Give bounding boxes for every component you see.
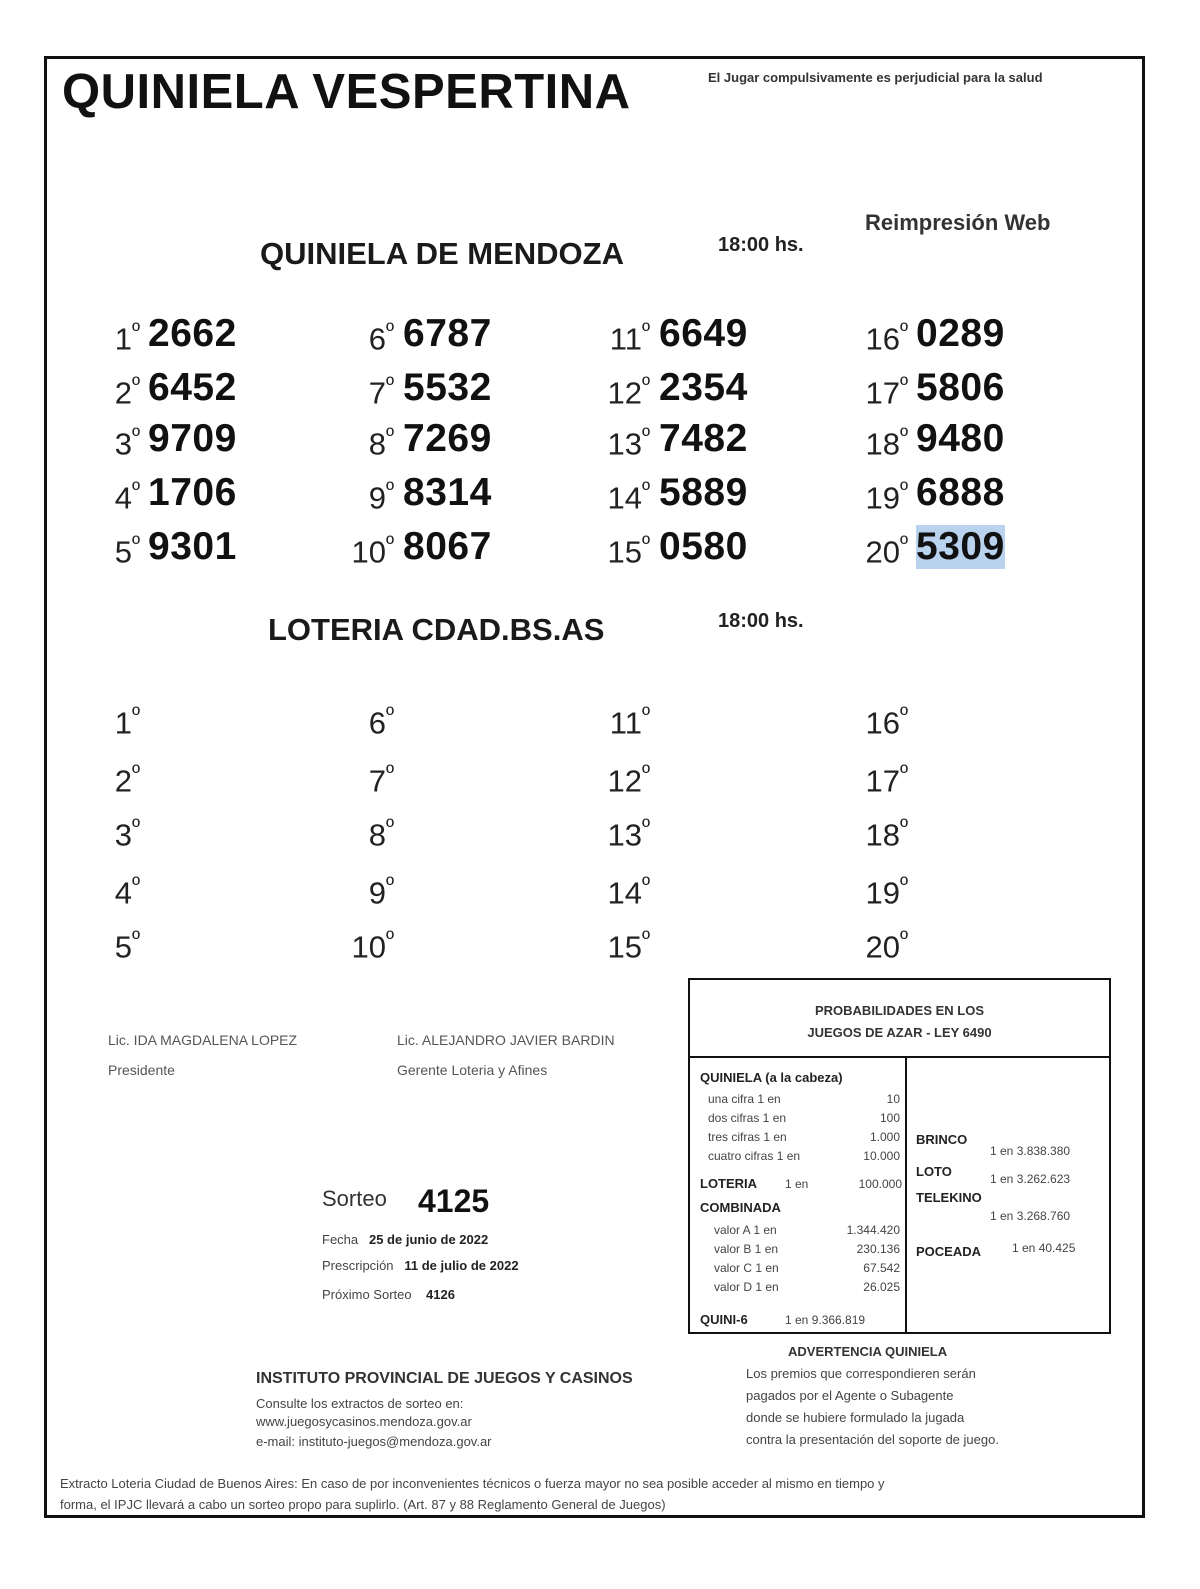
- sorteo-expiry-label: Prescripción: [322, 1258, 394, 1273]
- loteria-position-label: $20^º$: [865, 926, 908, 965]
- warning-notice-title: ADVERTENCIA QUINIELA: [788, 1344, 948, 1359]
- mendoza-position-label: $8^º$: [368, 423, 394, 462]
- mendoza-result-number: 5309: [916, 525, 1005, 568]
- mendoza-position-label: $10^º$: [351, 531, 394, 570]
- probabilities-box: [688, 978, 1111, 1334]
- quiniela-odds-row-value: 10: [886, 1092, 900, 1106]
- mendoza-result-19: [848, 467, 908, 517]
- health-warning: El Jugar compulsivamente es perjudicial para la salud: [708, 70, 1043, 85]
- mendoza-position-label: $12^º$: [607, 372, 650, 411]
- signature-president-name: Lic. IDA MAGDALENA LOPEZ: [108, 1032, 298, 1048]
- loteria-result-14: [590, 862, 650, 912]
- loteria-position-label: $6^º$: [368, 702, 394, 741]
- footer-note-line1: Extracto Loteria Ciudad de Buenos Aires: En caso de por inconvenientes técnicos o fuerza mayor no sea posible acceder al mismo en tiempo y: [60, 1476, 885, 1491]
- mendoza-result-number: 5532: [403, 366, 492, 409]
- poceada-odds-value: 1 en 40.425: [1012, 1241, 1076, 1255]
- mendoza-result-6: [334, 308, 394, 358]
- institute-consult-line: Consulte los extractos de sorteo en:: [256, 1396, 464, 1411]
- loteria-result-1: [80, 692, 140, 742]
- mendoza-result-20: [848, 521, 908, 571]
- loteria-result-17: [848, 750, 908, 800]
- mendoza-result-7: [334, 362, 394, 412]
- loteria-position-label: $14^º$: [607, 872, 650, 911]
- mendoza-position-label: $16^º$: [865, 318, 908, 357]
- reprint-label: Reimpresión Web: [865, 210, 1051, 235]
- combinada-odds-label: COMBINADA: [700, 1200, 781, 1215]
- sorteo-expiry-row: [322, 1258, 519, 1273]
- mendoza-result-number: 0289: [916, 312, 1005, 355]
- loteria-result-6: [334, 692, 394, 742]
- institute-name: INSTITUTO PROVINCIAL DE JUEGOS Y CASINOS: [256, 1370, 633, 1387]
- mendoza-position-label: $4^º$: [114, 477, 140, 516]
- loteria-result-2: [80, 750, 140, 800]
- next-sorteo-label: Próximo Sorteo: [322, 1287, 412, 1302]
- mendoza-position-label: $20^º$: [865, 531, 908, 570]
- mendoza-position-label: $11^º$: [609, 318, 650, 357]
- mendoza-result-number: 6888: [916, 471, 1005, 514]
- poceada-odds-label: POCEADA: [916, 1244, 982, 1259]
- mendoza-position-label: $14^º$: [607, 477, 650, 516]
- mendoza-result-18: [848, 413, 908, 463]
- mendoza-result-number: 9709: [148, 417, 237, 460]
- quiniela-odds-row-label: cuatro cifras 1 en: [708, 1149, 801, 1163]
- institute-email-link[interactable]: e-mail: instituto-juegos@mendoza.gov.ar: [256, 1434, 492, 1449]
- probabilities-header: [690, 980, 1109, 1058]
- quiniela-odds-row-label: una cifra 1 en: [708, 1092, 781, 1106]
- mendoza-result-number: 5889: [659, 471, 748, 514]
- loteria-result-4: [80, 862, 140, 912]
- combinada-odds-row-label: valor A 1 en: [714, 1223, 777, 1237]
- loteria-position-label: $12^º$: [607, 760, 650, 799]
- mendoza-result-number: 2354: [659, 366, 748, 409]
- next-sorteo-row: [322, 1287, 455, 1302]
- loteria-position-label: $17^º$: [865, 760, 908, 799]
- warning-notice-line1: Los premios que correspondieren serán: [746, 1366, 976, 1381]
- loteria-odds-label: LOTERIA: [700, 1176, 758, 1191]
- mendoza-position-label: $7^º$: [368, 372, 394, 411]
- mendoza-result-4: [80, 467, 140, 517]
- telekino-odds-label: TELEKINO: [916, 1190, 982, 1205]
- mendoza-result-9: [334, 467, 394, 517]
- combinada-odds-row-value: 230.136: [856, 1242, 900, 1256]
- combinada-odds-row-label: valor D 1 en: [714, 1280, 779, 1294]
- loteria-result-12: [590, 750, 650, 800]
- probabilities-column-divider: [905, 1056, 907, 1332]
- loteria-position-label: $5^º$: [114, 926, 140, 965]
- mendoza-result-13: [590, 413, 650, 463]
- mendoza-result-5: [80, 521, 140, 571]
- quini6-odds-value: 1 en 9.366.819: [785, 1313, 866, 1327]
- mendoza-result-15: [590, 521, 650, 571]
- loteria-result-13: [590, 804, 650, 854]
- loteria-result-5: [80, 916, 140, 966]
- warning-notice-line4: contra la presentación del soporte de juego.: [746, 1432, 999, 1447]
- mendoza-position-label: $3^º$: [114, 423, 140, 462]
- mendoza-result-number: 1706: [148, 471, 237, 514]
- mendoza-position-label: $17^º$: [865, 372, 908, 411]
- sorteo-date-row: [322, 1232, 488, 1247]
- mendoza-result-16: [848, 308, 908, 358]
- mendoza-position-label: $6^º$: [368, 318, 394, 357]
- sorteo-date: 25 de junio de 2022: [368, 1232, 489, 1247]
- mendoza-result-1: [80, 308, 140, 358]
- loteria-result-20: [848, 916, 908, 966]
- mendoza-result-17: [848, 362, 908, 412]
- combinada-odds-row-value: 26.025: [863, 1280, 900, 1294]
- loto-odds-value: 1 en 3.262.623: [990, 1172, 1071, 1186]
- loteria-position-label: $19^º$: [865, 872, 908, 911]
- mendoza-result-number: 2662: [148, 312, 237, 355]
- loteria-position-label: $1^º$: [114, 702, 140, 741]
- mendoza-result-number: 7482: [659, 417, 748, 460]
- loteria-result-18: [848, 804, 908, 854]
- mendoza-result-8: [334, 413, 394, 463]
- mendoza-section-title: QUINIELA DE MENDOZA: [260, 236, 624, 271]
- mendoza-position-label: $13^º$: [607, 423, 650, 462]
- loteria-odds-value: 100.000: [858, 1177, 902, 1191]
- loto-odds-label: LOTO: [916, 1164, 952, 1179]
- mendoza-position-label: $19^º$: [865, 477, 908, 516]
- mendoza-position-label: $1^º$: [114, 318, 140, 357]
- mendoza-result-number: 6649: [659, 312, 748, 355]
- sorteo-number: 4125: [418, 1183, 490, 1219]
- loteria-result-7: [334, 750, 394, 800]
- combinada-odds-row-value: 1.344.420: [846, 1223, 900, 1237]
- institute-website-link[interactable]: www.juegosycasinos.mendoza.gov.ar: [256, 1414, 472, 1429]
- loteria-result-15: [590, 916, 650, 966]
- quini6-odds-label: QUINI-6: [700, 1312, 748, 1327]
- mendoza-position-label: $9^º$: [368, 477, 394, 516]
- loteria-position-label: $7^º$: [368, 760, 394, 799]
- loteria-draw-time: 18:00 hs.: [718, 610, 804, 632]
- warning-notice-line2: pagados por el Agente o Subagente: [746, 1388, 954, 1403]
- combinada-odds-row-label: valor C 1 en: [714, 1261, 779, 1275]
- combinada-odds-row-label: valor B 1 en: [714, 1242, 779, 1256]
- mendoza-result-12: [590, 362, 650, 412]
- loteria-position-label: $18^º$: [865, 814, 908, 853]
- signature-manager-name: Lic. ALEJANDRO JAVIER BARDIN: [397, 1032, 615, 1048]
- mendoza-result-number: 9480: [916, 417, 1005, 460]
- page-title: QUINIELA VESPERTINA: [62, 65, 631, 119]
- loteria-position-label: $8^º$: [368, 814, 394, 853]
- mendoza-position-label: $2^º$: [114, 372, 140, 411]
- mendoza-result-number: 6787: [403, 312, 492, 355]
- loteria-position-label: $4^º$: [114, 872, 140, 911]
- warning-notice-line3: donde se hubiere formulado la jugada: [746, 1410, 965, 1425]
- sorteo-date-label: Fecha: [322, 1232, 359, 1247]
- loteria-result-3: [80, 804, 140, 854]
- mendoza-result-number: 5806: [916, 366, 1005, 409]
- quiniela-odds-row-label: dos cifras 1 en: [708, 1111, 787, 1125]
- quiniela-odds-row-value: 1.000: [869, 1130, 900, 1144]
- sorteo-expiry: 11 de julio de 2022: [404, 1258, 519, 1273]
- brinco-odds-label: BRINCO: [916, 1132, 968, 1147]
- mendoza-result-3: [80, 413, 140, 463]
- footer-note-line2: forma, el IPJC llevará a cabo un sorteo propo para suplirlo. (Art. 87 y 88 Reglamento General de Juegos): [60, 1497, 666, 1512]
- loteria-result-9: [334, 862, 394, 912]
- probabilities-title-line1: PROBABILIDADES EN LOS: [814, 1003, 984, 1018]
- mendoza-position-label: $15^º$: [607, 531, 650, 570]
- probabilities-title: [690, 1000, 1109, 1044]
- loteria-odds-prefix: 1 en: [785, 1177, 809, 1191]
- signature-president-role: Presidente: [108, 1062, 175, 1078]
- mendoza-draw-time: 18:00 hs.: [718, 234, 804, 256]
- quiniela-odds-row-value: 100: [879, 1111, 900, 1125]
- telekino-odds-value: 1 en 3.268.760: [990, 1209, 1071, 1223]
- sorteo-label: Sorteo: [322, 1186, 387, 1211]
- loteria-position-label: $3^º$: [114, 814, 140, 853]
- loteria-position-label: $9^º$: [368, 872, 394, 911]
- mendoza-result-2: [80, 362, 140, 412]
- mendoza-result-number: 8067: [403, 525, 492, 568]
- loteria-result-11: [590, 692, 650, 742]
- loteria-result-10: [334, 916, 394, 966]
- probabilities-title-line2: JUEGOS DE AZAR - LEY 6490: [807, 1025, 992, 1040]
- mendoza-result-number: 8314: [403, 471, 492, 514]
- mendoza-result-number: 6452: [148, 366, 237, 409]
- loteria-position-label: $16^º$: [865, 702, 908, 741]
- loteria-result-19: [848, 862, 908, 912]
- quiniela-odds-row-value: 10.000: [863, 1149, 900, 1163]
- mendoza-result-11: [590, 308, 650, 358]
- mendoza-result-14: [590, 467, 650, 517]
- combinada-odds-row-value: 67.542: [863, 1261, 900, 1275]
- mendoza-result-number: 9301: [148, 525, 237, 568]
- loteria-position-label: $13^º$: [607, 814, 650, 853]
- mendoza-result-number: 7269: [403, 417, 492, 460]
- signature-manager-role: Gerente Loteria y Afines: [397, 1062, 548, 1078]
- loteria-result-16: [848, 692, 908, 742]
- mendoza-position-label: $5^º$: [114, 531, 140, 570]
- loteria-position-label: $10^º$: [351, 926, 394, 965]
- loteria-section-title: LOTERIA CDAD.BS.AS: [268, 612, 605, 647]
- loteria-position-label: $2^º$: [114, 760, 140, 799]
- loteria-position-label: $15^º$: [607, 926, 650, 965]
- mendoza-position-label: $18^º$: [865, 423, 908, 462]
- next-sorteo-number: 4126: [426, 1287, 455, 1302]
- mendoza-result-10: [334, 521, 394, 571]
- quiniela-odds-row-label: tres cifras 1 en: [708, 1130, 787, 1144]
- loteria-result-8: [334, 804, 394, 854]
- mendoza-result-number: 0580: [659, 525, 748, 568]
- quiniela-odds-label: QUINIELA (a la cabeza): [700, 1070, 843, 1085]
- brinco-odds-value: 1 en 3.838.380: [990, 1144, 1071, 1158]
- loteria-position-label: $11^º$: [609, 702, 650, 741]
